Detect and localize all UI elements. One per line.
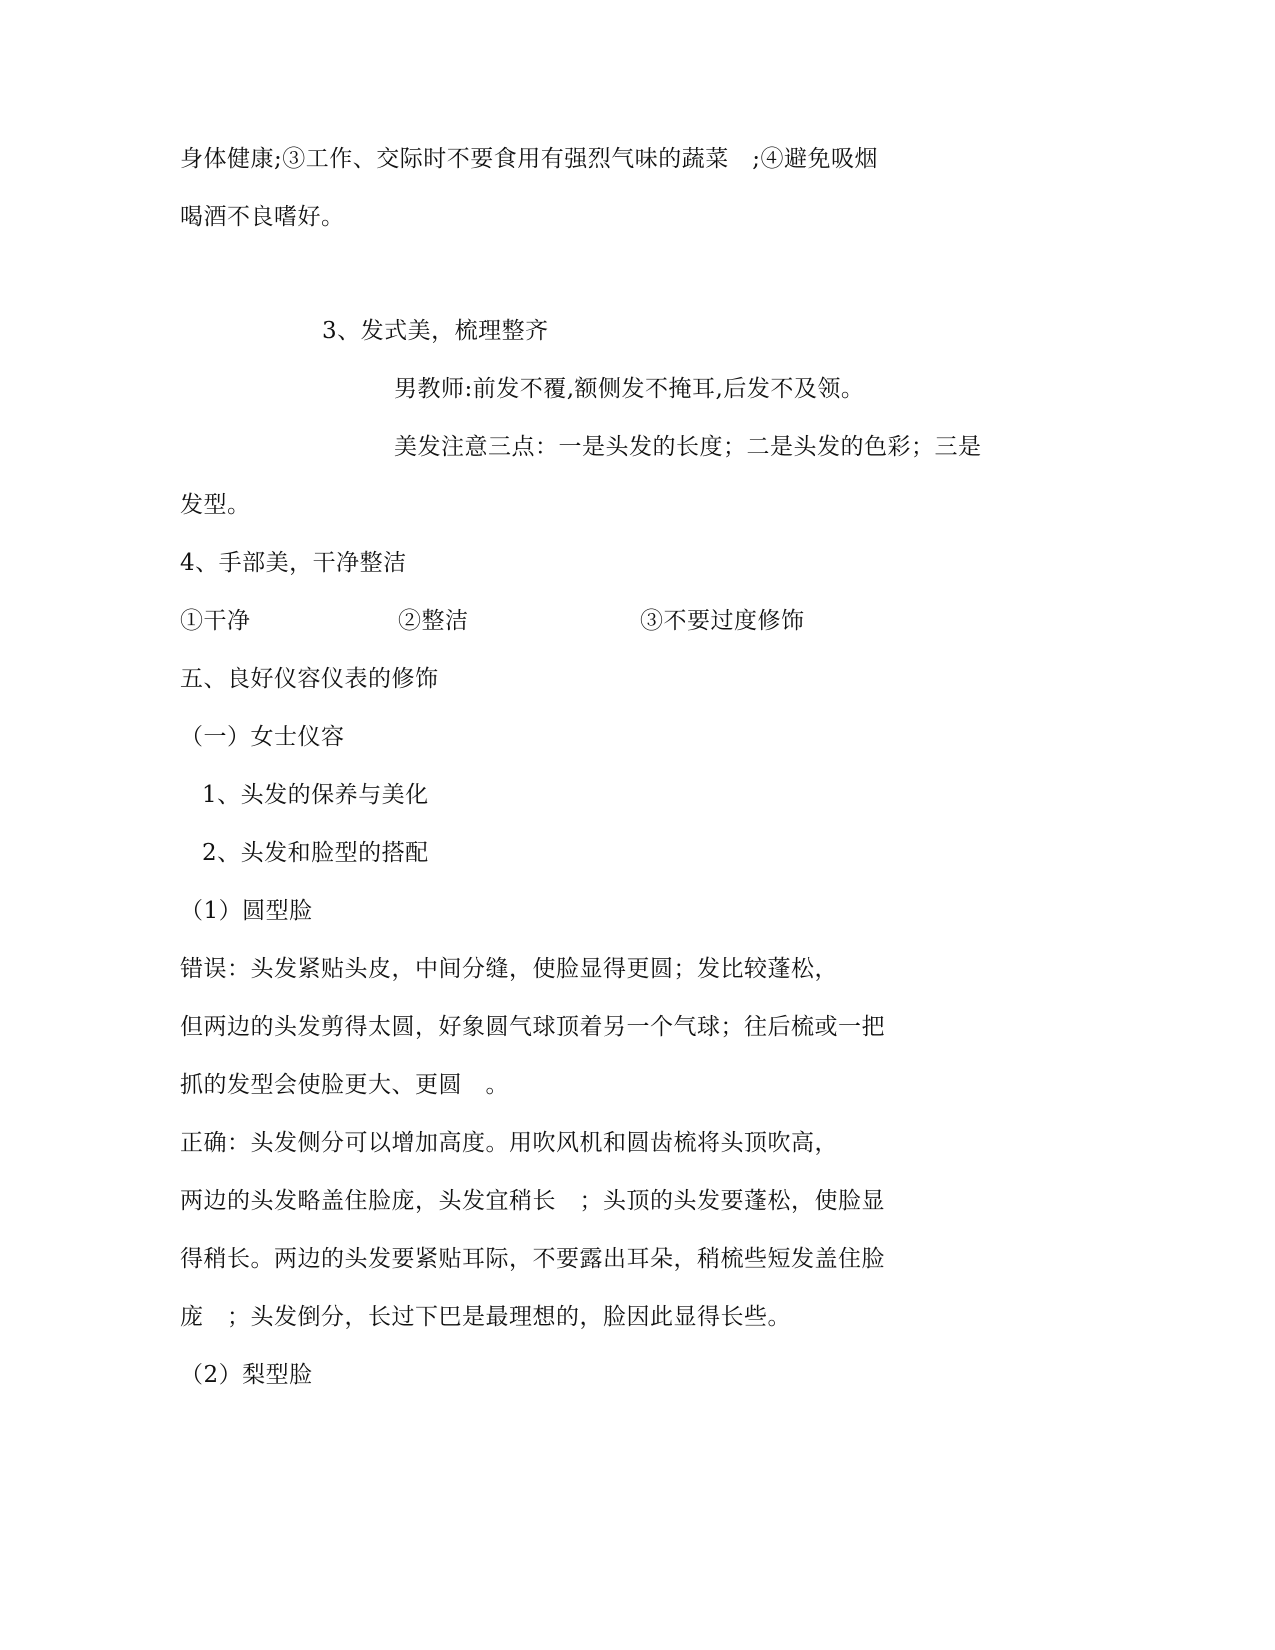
- round-wrong-2: 但两边的头发剪得太圆，好象圆气球顶着另一个气球；往后梳或一把: [180, 1014, 885, 1040]
- face-type-pear: （2）梨型脸: [180, 1362, 313, 1388]
- item-hair-face-match: 2、头发和脸型的搭配: [202, 840, 429, 866]
- round-right-1: 正确：头发侧分可以增加高度。用吹风机和圆齿梳将头顶吹高，: [180, 1130, 838, 1156]
- round-right-2: 两边的头发略盖住脸庞，头发宜稍长 ；头顶的头发要蓬松，使脸显: [180, 1188, 885, 1214]
- round-wrong-1: 错误：头发紧贴头皮，中间分缝，使脸显得更圆；发比较蓬松，: [180, 956, 838, 982]
- item-hair-care: 1、头发的保养与美化: [202, 782, 429, 808]
- section-heading-hairstyle: 3、发式美，梳理整齐: [322, 318, 549, 344]
- section-heading-hands: 4、手部美，干净整洁: [180, 550, 407, 576]
- face-type-round: （1）圆型脸: [180, 898, 313, 924]
- subsection-female: （一）女士仪容: [180, 724, 345, 750]
- round-wrong-3: 抓的发型会使脸更大、更圆 。: [180, 1072, 509, 1098]
- hand-item-no-overdecorate: ③不要过度修饰: [640, 608, 805, 634]
- hand-item-clean: ①干净: [180, 608, 251, 634]
- round-right-3: 得稍长。两边的头发要紧贴耳际，不要露出耳朵，稍梳些短发盖住脸: [180, 1246, 885, 1272]
- male-teacher-rule: 男教师:前发不覆,额侧发不掩耳,后发不及领。: [394, 376, 865, 402]
- round-right-4: 庞 ；头发倒分，长过下巴是最理想的，脸因此显得长些。: [180, 1304, 791, 1330]
- hair-three-points-cont: 发型。: [180, 492, 251, 518]
- hair-three-points: 美发注意三点：一是头发的长度；二是头发的色彩；三是: [394, 434, 982, 460]
- body-line-1: 身体健康;③工作、交际时不要食用有强烈气味的蔬菜 ;④避免吸烟: [180, 146, 878, 172]
- chapter-heading-grooming: 五、良好仪容仪表的修饰: [180, 666, 439, 692]
- hand-item-tidy: ②整洁: [398, 608, 469, 634]
- body-line-2: 喝酒不良嗜好。: [180, 204, 345, 230]
